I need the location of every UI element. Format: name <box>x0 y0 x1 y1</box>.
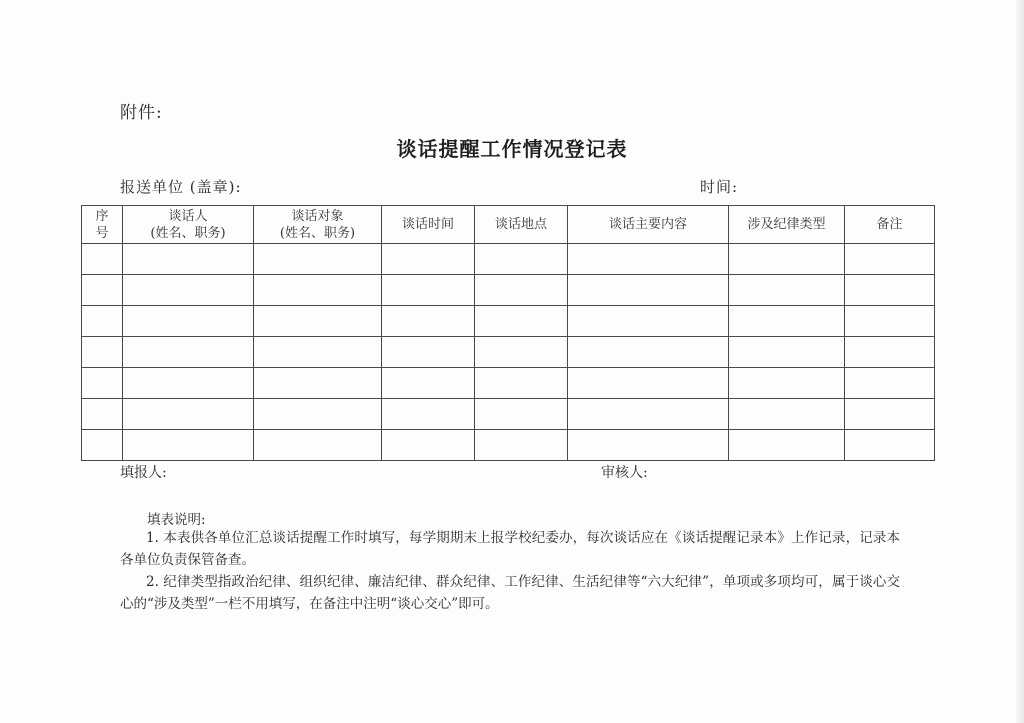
table-cell[interactable] <box>568 430 729 461</box>
table-body <box>82 244 935 461</box>
table-cell[interactable] <box>254 368 382 399</box>
page-edge-shadow <box>1016 0 1024 723</box>
table-cell[interactable] <box>82 337 123 368</box>
table-cell[interactable] <box>475 337 568 368</box>
table-row <box>82 244 935 275</box>
header-talk-location: 谈话地点 <box>475 206 568 244</box>
table-cell[interactable] <box>475 430 568 461</box>
form-title: 谈话提醒工作情况登记表 <box>396 137 628 161</box>
table-cell[interactable] <box>729 275 845 306</box>
table-cell[interactable] <box>82 244 123 275</box>
table-cell[interactable] <box>729 430 845 461</box>
header-remarks: 备注 <box>845 206 935 244</box>
table-cell[interactable] <box>82 306 123 337</box>
header-interviewee: 谈话对象 (姓名、职务) <box>254 206 382 244</box>
table-cell[interactable] <box>568 368 729 399</box>
table-row <box>82 337 935 368</box>
time-label: 时间: <box>700 178 739 196</box>
note-item-2: 2. 纪律类型指政治纪律、组织纪律、廉洁纪律、群众纪律、工作纪律、生活纪律等“六大纪律”，单项或多项均可，属于谈心交心的“涉及类型”一栏不用填写，在备注中注明“谈心交心”即可。 <box>120 574 900 612</box>
table-cell[interactable] <box>475 306 568 337</box>
table-cell[interactable] <box>729 399 845 430</box>
table-row <box>82 306 935 337</box>
table-cell[interactable] <box>254 306 382 337</box>
note-item-1: 1. 本表供各单位汇总谈话提醒工作时填写，每学期期末上报学校纪委办，每次谈话应在《谈话提醒记录本》上作记录，记录本各单位负责保管备查。 <box>120 530 900 568</box>
table-cell[interactable] <box>382 368 475 399</box>
table-cell[interactable] <box>82 399 123 430</box>
header-talk-time: 谈话时间 <box>382 206 475 244</box>
registration-table <box>81 205 935 461</box>
table-row <box>82 430 935 461</box>
table-cell[interactable] <box>729 337 845 368</box>
table-cell[interactable] <box>729 368 845 399</box>
table-cell[interactable] <box>254 399 382 430</box>
table-cell[interactable] <box>123 306 254 337</box>
table-cell[interactable] <box>845 275 935 306</box>
table-row <box>82 368 935 399</box>
table-cell[interactable] <box>845 368 935 399</box>
table-cell[interactable] <box>254 430 382 461</box>
header-interviewer: 谈话人 (姓名、职务) <box>123 206 254 244</box>
table-cell[interactable] <box>568 306 729 337</box>
table-cell[interactable] <box>729 306 845 337</box>
table-cell[interactable] <box>845 337 935 368</box>
table-cell[interactable] <box>568 399 729 430</box>
table-row <box>82 399 935 430</box>
table-cell[interactable] <box>568 244 729 275</box>
table-cell[interactable] <box>382 337 475 368</box>
table-cell[interactable] <box>82 430 123 461</box>
table-row <box>82 275 935 306</box>
table-cell[interactable] <box>475 399 568 430</box>
filler-label: 填报人: <box>120 465 167 481</box>
table-cell[interactable] <box>123 275 254 306</box>
table-cell[interactable] <box>845 399 935 430</box>
table-cell[interactable] <box>123 368 254 399</box>
table-cell[interactable] <box>382 306 475 337</box>
table-header-row <box>82 206 935 244</box>
table-cell[interactable] <box>382 430 475 461</box>
table-cell[interactable] <box>568 337 729 368</box>
table-cell[interactable] <box>123 399 254 430</box>
table-cell[interactable] <box>254 337 382 368</box>
table-cell[interactable] <box>382 399 475 430</box>
header-main-content: 谈话主要内容 <box>568 206 729 244</box>
table-cell[interactable] <box>729 244 845 275</box>
table-cell[interactable] <box>123 337 254 368</box>
table-cell[interactable] <box>845 306 935 337</box>
reporting-unit-label: 报送单位 (盖章): <box>120 178 242 196</box>
reviewer-label: 审核人: <box>601 465 648 481</box>
header-discipline-type: 涉及纪律类型 <box>729 206 845 244</box>
table-cell[interactable] <box>382 275 475 306</box>
table-cell[interactable] <box>845 430 935 461</box>
header-serial-number: 序 号 <box>82 206 123 244</box>
table-cell[interactable] <box>254 275 382 306</box>
table-cell[interactable] <box>475 244 568 275</box>
table-cell[interactable] <box>123 244 254 275</box>
table-cell[interactable] <box>254 244 382 275</box>
table-cell[interactable] <box>82 275 123 306</box>
attachment-label: 附件: <box>120 103 163 123</box>
table-cell[interactable] <box>123 430 254 461</box>
table-cell[interactable] <box>382 244 475 275</box>
table-cell[interactable] <box>475 275 568 306</box>
table-cell[interactable] <box>568 275 729 306</box>
table-cell[interactable] <box>82 368 123 399</box>
table-cell[interactable] <box>475 368 568 399</box>
table-cell[interactable] <box>845 244 935 275</box>
notes-title: 填表说明: <box>147 512 206 528</box>
